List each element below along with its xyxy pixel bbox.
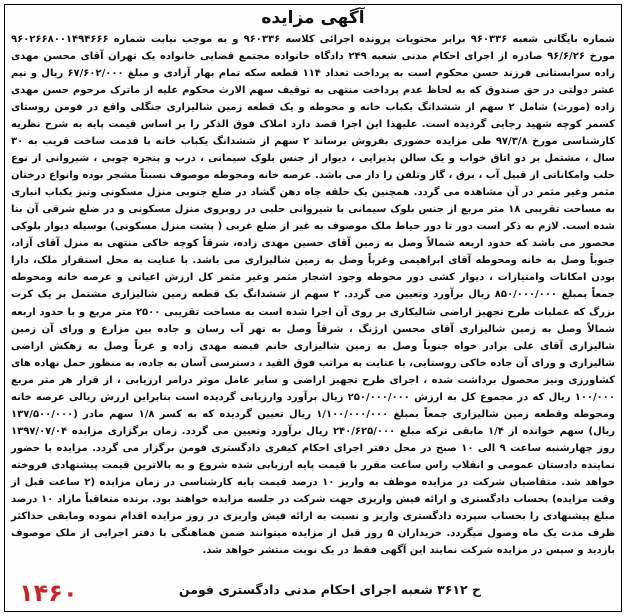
notice-frame	[4, 4, 622, 612]
issuer-signature: ح ۳۶۱۲ شعبه اجرای احکام مدنی دادگستری فومن	[178, 582, 481, 597]
notice-body: شماره بایگانی شعبه ۹۶۰۳۳۶ برابر محتویات پرونده اجرائی کلاسه ۹۶۰۳۳۶ و به موجب نیابت شماره ۹۶۰۲۶۶۸۰۰۱۴۹۴۶۶۶ مورخ ۹۶/۶/۲۶ صادره از اجرای احکام مدنی شعبه ۲۴۹ دادگاه خانواده مجتمع قضایی خانواده یک تهران آقای محسن مهدی زاده سرابستانی فرزند حسن محکوم است به پرداخت تعداد ۱۱۴ قطعه سکه تمام بهار آزادی و مبلغ ۶۷/۶۰۲/۰۰۰ ریال و نیم عشر دولتی در حق صندوق که به لحاظ عدم پرداخت منتهی به توقیف سهم الارث محکوم علیه از ماترک مرحوم حسن مهدی زاده (مورث) شامل ۲ سهم از ششدانگ یکباب خانه و محوطه و یک قطعه زمین شالیزاری جنگلی واقع در فومن روستای کسمر کوچه شهید رجایی گردیده است. علیهذا این اجرا قصد دارد املاک فوق الذکر را بر اساس قیمت پایه به شرح نظریه کارشناسی مورخ ۹۷/۳/۸ طی مزایده حضوری بفروش برساند ۲ سهم از ششدانگ یکباب خانه با قدمت ساخت قریب به ۳۰ سال ، مشتمل بر دو اتاق خواب و یک سالن پذیرایی ، دیوار از جنس بلوک سیمانی ، درب و پنجره چوبی ، شیروانی از نوع حلب وامکاناتی از قبیل آب ، برق ، گاز وتلفن را دار می باشد. عرصه خانه ومحوطه موصوف نسبتاً مشجر بوده وانواع درختان مثمر وغیر مثمر در آن مشاهده می گردد. همچنین یک حلقه چاه دهن گشاد در ضلع جنوبی منزل مسکونی ونیز یکباب انباری به مساحت تقریبی ۱۸ متر مربع از جنس بلوک سیمانی با شیروانی حلبی در روبروی منزل مسکونی و در ضلع شرقی آن بنا شده است. لازم به ذکر است دور تا دور حیاط ملک موصوف به غیر از ضلع غربی ( پشت منزل مسکونی) بوسیله دیوار بلوکی محصور می باشد که حدود اربعه شمالاً وصل به زمین آقای حسین مهدی زاده، شرقاً کوچه خاکی منتهی به منزل آقای آزاد، جنوباً وصل به خانه ومحوطه آقای ابراهیمی وغرباً وصل به زمین شالیزاری می باشد. با عنایت به محل استقرار ملک، دارا بودن امکانات وامتیازات ، دیوار کشی دور محوطه وجود اشجار مثمر وغیر مثمر کل ارزش اعیانی و عرصه خانه ومحوطه جمعاً بمبلغ ۸۵۰/۰۰۰/۰۰۰ ریال برآورد وتعیین می گردد. ۲ سهم از ششدانگ یک قطعه زمین شالیزاری مشتمل بر یک کرت بزرگ که عملیات طرح تجهیز اراضی شالیکاری بر روی آن اجرا شده است به مساحت تقریبی ۲۵۰۰ متر مربع و با حدود اربعه شمالاً وصل به زمین شالیزاری آقای محسن ارژنگ ، شرقاً وصل به نهر آب رسان و جاده بین مزارع و ورای آن زمین شالیزاری آقای علی برادر خواه جنوباً وصل به زمین شالیزاری خانم فیضه مهدی زاده و غرباً وصل به زهکش اراضی شالیزاری و ورای آن جاده خاکی روستایی، با عنایت به مراتب فوق القید ، دسترسی آسان به جاده، به منظور حمل نهاده های کشاورزی ونیز محصول برداشت شده ، اجرای طرح تجهیز اراضی و سایر عامل موثر درامر ارزیابی ، از قرار هر متر مربع ۱۰۰/۰۰۰ ریال که در مجموع کل به ارزش ۲۵۰/۰۰۰/۰۰۰ ریال برآورد وارزیابی گردیده است بنابراین ارزش ریالی عرصه خانه ومحوطه وقطعه زمین شالیزاری جمعاً بمبلغ ۱/۱۰۰/۰۰۰/۰۰۰ ریال تعیین گردیده که به کسر ۱/۸ سهم مادر (۱۳۷/۵۰۰/۰۰۰ ریال) سهم خوانده از ۱/۴ مابقی ترکه مبلغ ۲۴۰/۶۲۵/۰۰۰ ریال برآورد وتعیین می گردد. زمان برگزاری مزایده ۱۳۹۷/۰۷/۰۴ روز چهارشنبه ساعت ۹ الی ۱۰ صبح در محل دفتر اجرای احکام کیفری دادگستری فومن برگزار می گردد. مزایده با حضور نماینده دادستان عمومی و انقلاب راس ساعت مقرر با قیمت پایه ارزیابی شده شروع و به بالاترین قیمت پیشنهادی فروخته خواهد شد. متقاضیان شرکت در مزایده موظف به واریز ۱۰ درصد قیمت پایه کارشناسی در زمان مزایده (۲ ساعت قبل از وقت مزایده) بحساب دادگستری و ارائه فیش واریزی جهت شرکت در جلسه مزایده خواهند بود. برنده متعاقباً مازاد ۱۰ درصد مبلغ پیشنهادی را بحساب سپرده دادگستری واریز و نسبت به ارائه فیش واریزی در روز مزایده اقدام نموده ومابقی حداکثر ظرف مدت یک ماه وصول میگردد. خریداران ۵ روز قبل از مزایده میتوانند ضمن هماهنگی با دفتر اجرایی از ملک موصوف بازدید و سپس در مزایده شرکت نمایند این آگهی فقط در یک نوبت منتشر خواهد شد.	[11, 34, 616, 556]
notice-title: آگهی مزایده	[261, 8, 365, 28]
notice-code: ۱۴۶۰	[19, 579, 78, 607]
notice-footer	[5, 569, 621, 611]
